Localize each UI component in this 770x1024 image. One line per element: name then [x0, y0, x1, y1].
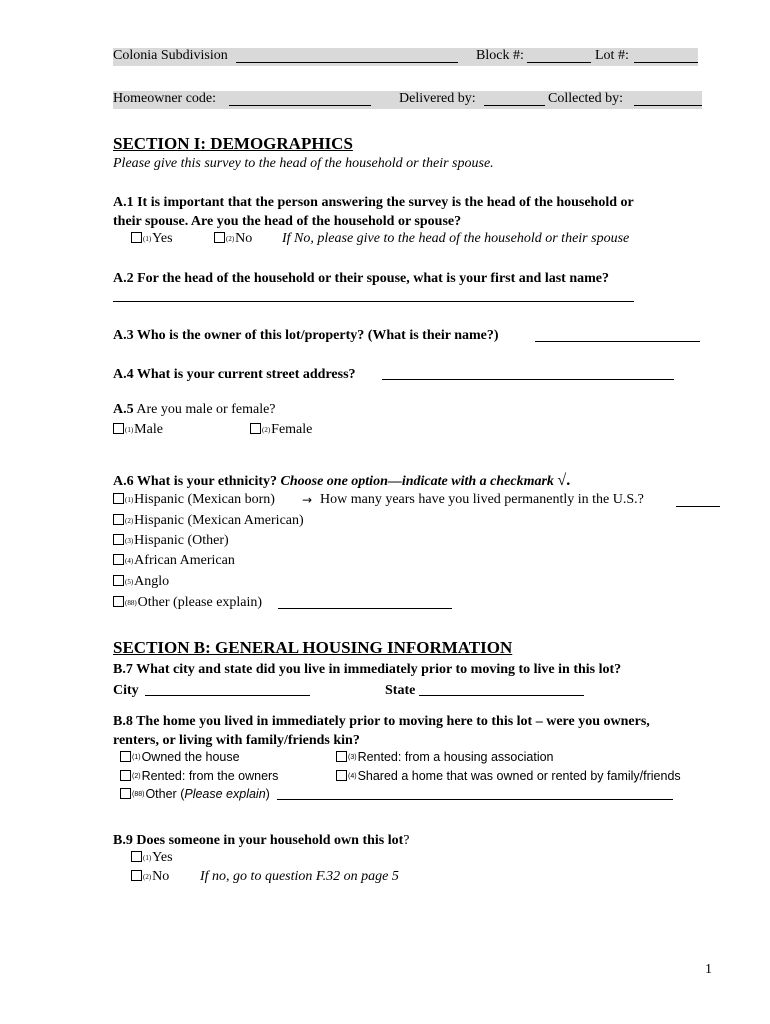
checkbox[interactable] — [113, 554, 124, 565]
delivered-by-field[interactable] — [484, 105, 545, 106]
section-b-title: SECTION B: GENERAL HOUSING INFORMATION — [113, 638, 513, 657]
checkbox[interactable] — [131, 232, 142, 243]
arrow-right-icon: → — [302, 493, 313, 507]
b7-state-label: State — [385, 683, 416, 698]
homeowner-code-field[interactable] — [229, 105, 371, 106]
b9-no-option[interactable]: (2)No — [131, 868, 169, 886]
a6-option-88[interactable]: (88)Other (please explain) — [113, 594, 262, 612]
a6-option-3[interactable]: (3)Hispanic (Other) — [113, 532, 229, 550]
checkbox[interactable] — [113, 514, 124, 525]
checkbox[interactable] — [113, 596, 124, 607]
a6-option-1[interactable]: (1)Hispanic (Mexican born) — [113, 491, 275, 509]
question-a3: A.3 Who is the owner of this lot/property? (What is their name?) — [113, 328, 499, 343]
b9-yes-option[interactable]: (1)Yes — [131, 849, 173, 867]
checkbox[interactable] — [120, 770, 131, 781]
checkbox[interactable] — [113, 575, 124, 586]
block-label: Block #: — [476, 48, 524, 63]
a5-male-option[interactable]: (1)Male — [113, 421, 163, 439]
a6-years-field[interactable] — [676, 506, 720, 507]
a1-note: If No, please give to the head of the household or their spouse — [282, 231, 630, 246]
subdivision-label: Colonia Subdivision — [113, 48, 228, 63]
b8-option-2[interactable]: (2)Rented: from the owners — [120, 768, 278, 785]
checkbox[interactable] — [120, 788, 131, 799]
section-1-title: SECTION I: DEMOGRAPHICS — [113, 134, 353, 153]
page-number: 1 — [705, 962, 712, 977]
section-1-instruction: Please give this survey to the head of the household or their spouse. — [113, 156, 494, 171]
a5-female-option[interactable]: (2)Female — [250, 421, 312, 439]
checkbox[interactable] — [131, 870, 142, 881]
a2-name-field[interactable] — [113, 301, 634, 302]
b8-option-88[interactable]: (88)Other (Please explain) — [120, 786, 270, 803]
a1-no-option[interactable]: (2)No — [214, 230, 252, 248]
checkmark-icon: √. — [557, 472, 571, 489]
question-b8: B.8 The home you lived in immediately prior to moving here to this lot – were you owners, renters, or living with family/friends kin? — [113, 714, 650, 748]
b8-option-4[interactable]: (4)Shared a home that was owned or rented by family/friends — [336, 768, 681, 785]
checkbox[interactable] — [336, 770, 347, 781]
question-a6: A.6 What is your ethnicity? Choose one option—indicate with a checkmark √. — [113, 472, 571, 489]
lot-label: Lot #: — [595, 48, 629, 63]
b8-other-field[interactable] — [277, 799, 673, 800]
b9-note: If no, go to question F.32 on page 5 — [200, 869, 399, 884]
checkbox[interactable] — [120, 751, 131, 762]
collected-by-field[interactable] — [634, 105, 702, 106]
b8-option-1[interactable]: (1)Owned the house — [120, 749, 240, 766]
block-field[interactable] — [527, 62, 591, 63]
checkbox[interactable] — [250, 423, 261, 434]
collected-by-label: Collected by: — [548, 91, 624, 106]
question-b7: B.7 What city and state did you live in immediately prior to moving to live in this lot? — [113, 662, 622, 677]
checkbox[interactable] — [113, 534, 124, 545]
b7-city-field[interactable] — [145, 695, 310, 696]
question-a4: A.4 What is your current street address? — [113, 367, 356, 382]
checkbox[interactable] — [113, 423, 124, 434]
a1-yes-option[interactable]: (1)Yes — [131, 230, 173, 248]
lot-field[interactable] — [634, 62, 698, 63]
question-a2: A.2 For the head of the household or their spouse, what is your first and last name? — [113, 271, 610, 286]
a6-other-field[interactable] — [278, 608, 452, 609]
a6-option-4[interactable]: (4)African American — [113, 552, 235, 570]
b7-state-field[interactable] — [419, 695, 584, 696]
checkbox[interactable] — [336, 751, 347, 762]
checkbox[interactable] — [214, 232, 225, 243]
homeowner-code-label: Homeowner code: — [113, 91, 217, 106]
a6-option-5[interactable]: (5)Anglo — [113, 573, 169, 591]
subdivision-field[interactable] — [236, 62, 458, 63]
a3-owner-field[interactable] — [535, 341, 700, 342]
a6-option-2[interactable]: (2)Hispanic (Mexican American) — [113, 512, 304, 530]
a4-address-field[interactable] — [382, 379, 674, 380]
checkbox[interactable] — [131, 851, 142, 862]
b8-option-3[interactable]: (3)Rented: from a housing association — [336, 749, 554, 766]
checkbox[interactable] — [113, 493, 124, 504]
delivered-by-label: Delivered by: — [399, 91, 476, 106]
question-a5: A.5 Are you male or female? — [113, 402, 276, 417]
question-a1: A.1 It is important that the person answering the survey is the head of the household or their spouse. Are you the head of the household or spouse? — [113, 195, 634, 229]
b7-city-label: City — [113, 683, 139, 698]
question-b9: B.9 Does someone in your household own this lot? — [113, 833, 410, 848]
a6-years-question: How many years have you lived permanently in the U.S.? — [320, 492, 644, 507]
